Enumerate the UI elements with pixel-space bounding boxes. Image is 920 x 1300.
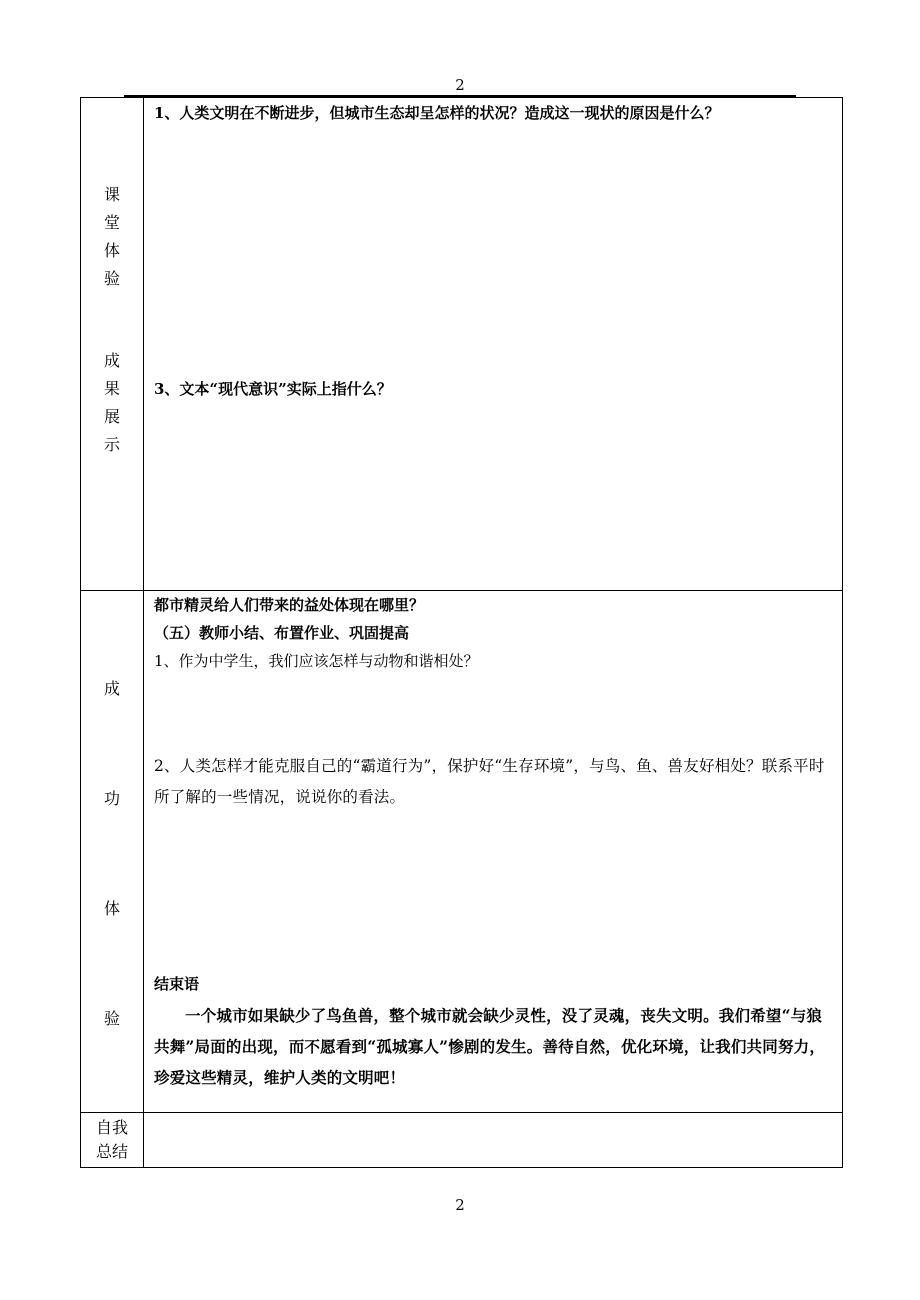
- header-page-number: 2: [455, 76, 465, 94]
- closing-title: 结束语: [154, 975, 200, 993]
- summary-row: [81, 1113, 843, 1168]
- classroom-content-cell: [144, 98, 843, 591]
- classroom-label-char: 示: [103, 435, 120, 454]
- summary-label-line-2: 总结: [95, 1142, 128, 1161]
- intro-question: 都市精灵给人们带来的益处体现在哪里？: [154, 596, 425, 614]
- success-label-cell: [81, 591, 144, 1113]
- classroom-label-char: 展: [103, 407, 120, 426]
- closing-text: 一个城市如果缺少了鸟鱼兽，整个城市就会缺少灵性，没了灵魂，丧失文明。我们希望“与狼共舞”局面的出现，而不愿看到“孤城寡人”惨剧的发生。善待自然，优化环境，让我们共同努力，珍爱这些精灵，维护人类的文明吧！: [154, 1006, 826, 1087]
- classroom-label-char: 成: [103, 351, 120, 370]
- task-2: 2、人类怎样才能克服自己的“霸道行为”，保护好“生存环境”，与鸟、鱼、兽友好相处？联系平时所了解的一些情况，说说你的看法。: [154, 757, 825, 806]
- classroom-label-char: 课: [103, 185, 120, 204]
- question-3: 3、文本“现代意识”实际上指什么？: [154, 380, 392, 398]
- classroom-label-cell: [81, 98, 144, 591]
- question-1: 1、人类文明在不断进步，但城市生态却呈怎样的状况？造成这一现状的原因是什么？: [154, 104, 720, 122]
- worksheet-table: [80, 97, 843, 1168]
- classroom-label-char: 果: [103, 379, 120, 398]
- classroom-label-char: 验: [103, 269, 120, 288]
- summary-label-cell: [81, 1113, 144, 1168]
- part-heading: （五）教师小结、布置作业、巩固提高: [154, 624, 410, 642]
- classroom-label-char: 堂: [103, 213, 120, 232]
- task-1: 1、作为中学生，我们应该怎样与动物和谐相处？: [154, 652, 479, 670]
- success-label-char: 功: [103, 789, 120, 808]
- footer-page-number: 2: [455, 1196, 465, 1214]
- success-label-char: 成: [103, 679, 120, 698]
- classroom-row: [81, 98, 843, 591]
- success-label-char: 验: [103, 1009, 120, 1028]
- summary-content-cell[interactable]: [144, 1113, 843, 1168]
- success-label-char: 体: [103, 899, 120, 918]
- summary-label-line-1: 自我: [95, 1118, 128, 1137]
- success-row: [81, 591, 843, 1113]
- success-content-cell: [144, 591, 843, 1113]
- classroom-label-char: 体: [103, 241, 120, 260]
